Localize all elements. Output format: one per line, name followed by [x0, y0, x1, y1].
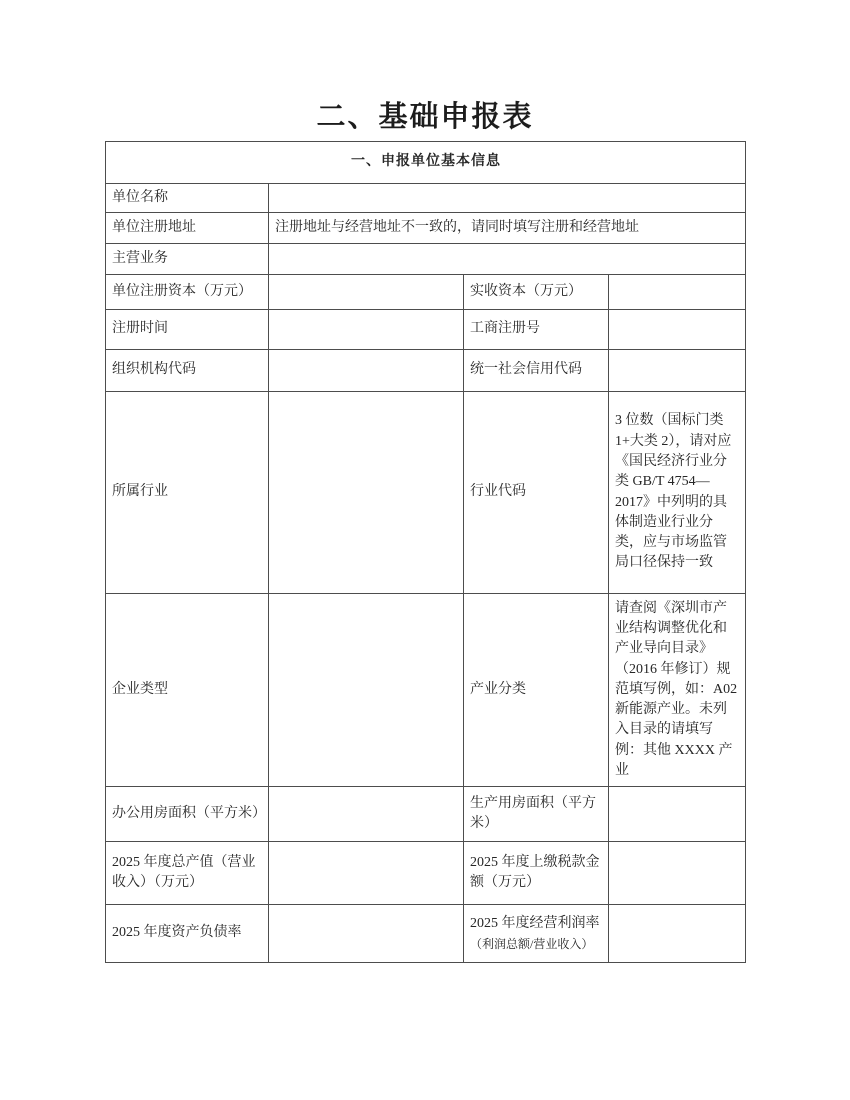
field-label-organization-code: 组织机构代码 — [106, 350, 269, 392]
table-row — [106, 213, 746, 244]
input-cell-unit-name — [269, 184, 746, 213]
table-row — [106, 244, 746, 275]
field-label-registered-capital: 单位注册资本（万元） — [106, 275, 269, 310]
input-cell-enterprise-type — [269, 594, 464, 787]
field-label-office-area: 办公用房面积（平方米） — [106, 787, 269, 842]
field-label-total-output-2025: 2025 年度总产值（营业收入）（万元） — [106, 842, 269, 905]
field-label-industry-classification: 产业分类 — [464, 594, 609, 787]
table-row-section-header — [106, 142, 746, 184]
input-cell-registered-address: 注册地址与经营地址不一致的，请同时填写注册和经营地址 — [269, 213, 746, 244]
table-row — [106, 594, 746, 787]
field-label-unit-name: 单位名称 — [106, 184, 269, 213]
field-label-profit-margin-sub: （利润总额/营业收入） — [470, 936, 594, 951]
input-cell-industry — [269, 392, 464, 594]
input-cell-total-output-2025 — [269, 842, 464, 905]
field-label-unified-social-credit-code: 统一社会信用代码 — [464, 350, 609, 392]
note-industry-classification: 请查阅《深圳市产业结构调整优化和产业导向目录》（2016 年修订）规范填写例，如：A02 新能源产业。未列入目录的请填写例：其他 XXXX 产业 — [609, 594, 746, 787]
note-industry-code: 3 位数（国标门类 1+大类 2），请对应《国民经济行业分类 GB/T 4754—2017》中列明的具体制造业行业分类，应与市场监管局口径保持一致 — [609, 392, 746, 594]
field-label-profit-margin-2025 — [464, 905, 609, 963]
input-cell-business-registration-no — [609, 310, 746, 350]
section-header: 一、申报单位基本信息 — [106, 142, 746, 184]
table-row — [106, 842, 746, 905]
declaration-table — [105, 141, 746, 963]
field-label-debt-ratio-2025: 2025 年度资产负债率 — [106, 905, 269, 963]
page-title: 二、基础申报表 — [316, 101, 534, 133]
table-row — [106, 184, 746, 213]
input-cell-registration-time — [269, 310, 464, 350]
field-label-industry-code: 行业代码 — [464, 392, 609, 594]
field-label-main-business: 主营业务 — [106, 244, 269, 275]
field-label-profit-margin-main: 2025 年度经营利润率 — [470, 916, 600, 932]
input-cell-main-business — [269, 244, 746, 275]
input-cell-paid-in-capital — [609, 275, 746, 310]
table-row — [106, 905, 746, 963]
table-row — [106, 392, 746, 594]
table-row — [106, 275, 746, 310]
field-label-enterprise-type: 企业类型 — [106, 594, 269, 787]
field-label-registered-address: 单位注册地址 — [106, 213, 269, 244]
input-cell-registered-capital — [269, 275, 464, 310]
input-cell-office-area — [269, 787, 464, 842]
input-cell-tax-paid-2025 — [609, 842, 746, 905]
field-label-tax-paid-2025: 2025 年度上缴税款金额（万元） — [464, 842, 609, 905]
table-row — [106, 350, 746, 392]
field-label-registration-time: 注册时间 — [106, 310, 269, 350]
table-row — [106, 787, 746, 842]
input-cell-debt-ratio-2025 — [269, 905, 464, 963]
field-label-industry: 所属行业 — [106, 392, 269, 594]
field-label-production-area: 生产用房面积（平方米） — [464, 787, 609, 842]
field-label-paid-in-capital: 实收资本（万元） — [464, 275, 609, 310]
input-cell-profit-margin-2025 — [609, 905, 746, 963]
input-cell-unified-social-credit-code — [609, 350, 746, 392]
field-label-business-registration-no: 工商注册号 — [464, 310, 609, 350]
input-cell-production-area — [609, 787, 746, 842]
input-cell-organization-code — [269, 350, 464, 392]
table-row — [106, 310, 746, 350]
